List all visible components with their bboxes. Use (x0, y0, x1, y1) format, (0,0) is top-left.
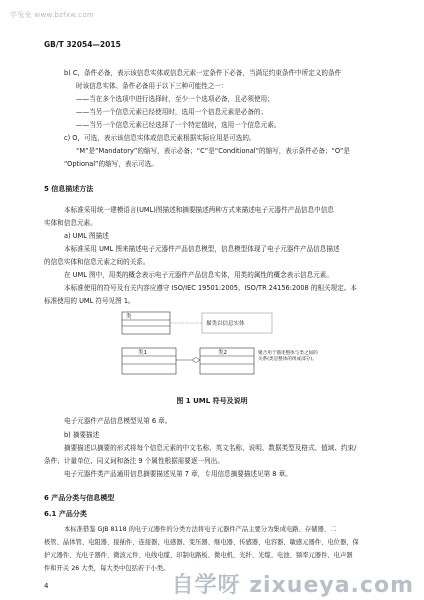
section-5-heading: 5 信息描述方法 (44, 185, 94, 193)
section-6-para-line4: 件和开关 26 大类，每大类中包括若干小类。 (44, 565, 170, 572)
section-6-1-heading: 6.1 产品分类 (44, 510, 87, 518)
para-a-line5: 标准使用的 UML 符号见图 1。 (44, 297, 135, 305)
sub-heading-a: a) UML 图描述 (64, 232, 109, 240)
aggregation-note-line1: 聚合用于描述整体与类之间的 (258, 351, 318, 356)
class2-label: 类2 (218, 350, 227, 356)
dash-item-1: ——当在多个选项中进行选择时，至少一个选项必备，且必须使用； (76, 95, 274, 103)
standard-code: GB/T 32054—2015 (44, 40, 121, 49)
para-b-line1: 摘要描述以摘要的形式将每个信息元素的中文名称、英文名称、说明、数据类型及格式、值域、约束/ (64, 444, 357, 452)
class-note-label: 描类以信息实体 (206, 321, 245, 327)
site-watermark: 学兔兔 www.bzfxw.com (10, 11, 95, 19)
section-6-para-line2: 极管、晶体管、电阻器、接插件、连接器、电感器、变压器、继电器、传感器、电容器、敏感元器件、电位器、保 (44, 539, 359, 546)
uml-figure (118, 310, 318, 390)
list-item-c: c) O，可选，表示该信息实体或信息元素根据实际应用是可选的。 (64, 134, 256, 142)
class1-box (122, 348, 176, 374)
brand-watermark: 自学呀 zixueya.com (171, 573, 414, 598)
uml-diagram (118, 310, 318, 390)
para-b-line3: 电子元器件类产品通用信息摘要描述见第 7 章，专用信息摘要描述见第 8 章。 (64, 470, 292, 478)
section-6-heading: 6 产品分类与信息模型 (44, 494, 115, 502)
aggregation-diamond (192, 358, 200, 363)
para-a-line3: 在 UML 图中，用类的概念表示电子元器件产品信息实体，用类的属性的概念表示信息元素。 (64, 271, 333, 279)
class2-box (200, 348, 254, 374)
page-number: 4 (44, 582, 49, 590)
para-b-line2: 条件、计量单位、同义词和备注 9 个属性根据需要逐一列出。 (44, 457, 224, 465)
aggregation-note-line2: 关系(类是整体的组成部分)。 (258, 357, 317, 362)
para-a-line1: 本标准采用 UML 图来描述电子元器件产品信息模型，信息模型体现了电子元器件产品信息描述 (64, 245, 340, 253)
section-6-para-line3: 护元器件、光电子器件、微波元件、电线电缆、印制电路板、微电机、光纤、光缆、电池、频率元器件、电声器 (44, 552, 353, 559)
figure-caption: 图 1 UML 符号及说明 (176, 397, 248, 405)
list-item-b-line2: 时该信息实体、条件必备用于以下三种可能性之一： (76, 82, 228, 90)
note-line1: “M”是“Mandatory”的缩写，表示必备；“C”是“Conditional”的缩写，表示条件必备；“O”是 (76, 147, 351, 155)
note-line2: “Optional”的缩写，表示可选。 (64, 160, 158, 168)
para-a-line4: 本标准使用的符号及有关内容应遵守 ISO/IEC 19501:2005、ISO/TR 24156:2008 的相关规定。本 (64, 284, 357, 292)
class-label: 类 (126, 314, 132, 320)
list-item-b-line1: b) C，条件必备，表示该信息实体或信息元素一定条件下必备，当满足约束条件中所定义的条件 (64, 69, 342, 77)
para-a-line2: 的信息实体和信息元素之间的关系。 (44, 258, 150, 266)
dash-item-2: ——当另一个信息元素已经使用时，选用一个信息元素是必备的； (76, 108, 268, 116)
section-5-para-line1: 本标准采用统一建模语言(UML)图描述和摘要描述两种方式来描述电子元器件产品信息中信息 (64, 206, 334, 214)
dash-item-3: ——当另一个信息元素已经选择了一个特定值时，选用一个信息元素。 (76, 121, 281, 129)
section-5-para-line2: 实体和信息元素。 (44, 219, 97, 227)
model-reference: 电子元器件产品信息模型见第 6 章。 (64, 417, 172, 425)
sub-heading-b: b) 摘要描述 (64, 431, 100, 439)
class1-label: 类1 (138, 350, 147, 356)
section-6-para-line1: 本标准借鉴 GJB 8118 的电子元器件的分类方法将电子元器件产品主要分为集成电路、存储器、二 (64, 526, 337, 533)
